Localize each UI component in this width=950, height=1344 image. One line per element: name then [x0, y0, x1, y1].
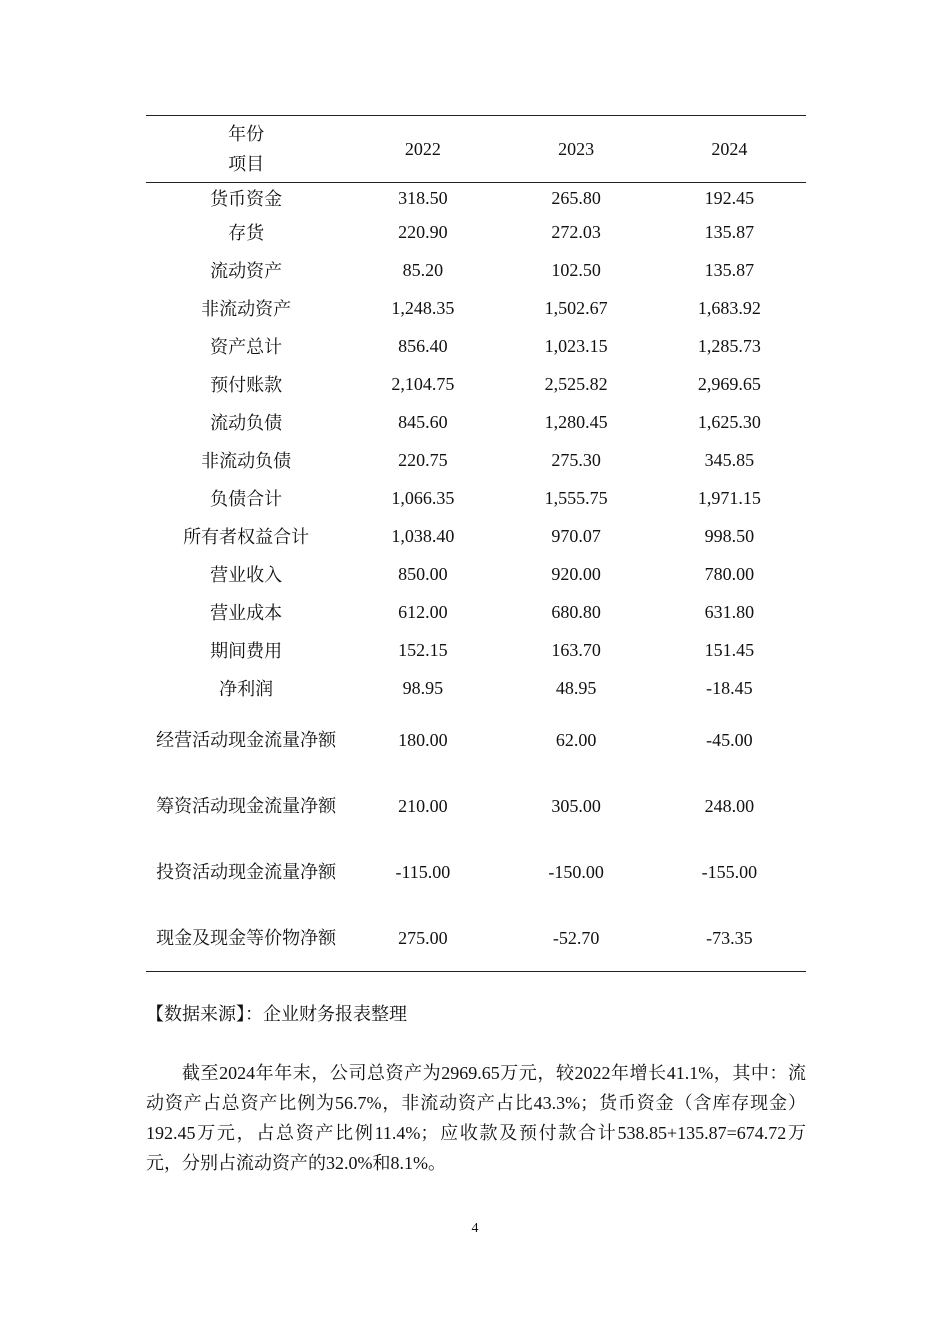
- page-number: 4: [471, 1221, 479, 1236]
- row-item-label: [146, 707, 346, 773]
- row-value-2022: 612.00: [398, 601, 448, 622]
- row-value-2022: -115.00: [395, 862, 451, 882]
- row-item-text: 期间费用: [210, 641, 283, 661]
- row-value-2022: 85.20: [402, 259, 444, 280]
- row-value-2023: 102.50: [551, 259, 601, 280]
- table-row: [146, 479, 806, 517]
- row-item-label: [146, 555, 346, 593]
- table-row: [146, 213, 806, 251]
- row-value-2023: 680.80: [551, 601, 601, 622]
- row-item-text: 非流动负债: [201, 451, 292, 471]
- row-value-2023: -52.70: [552, 928, 600, 948]
- row-item-text: 营业收入: [210, 565, 283, 585]
- financial-table: [146, 115, 806, 972]
- row-value-2022: 180.00: [398, 730, 448, 750]
- table-row: [146, 251, 806, 289]
- row-item-text: 所有者权益合计: [183, 527, 310, 547]
- row-item-text: 流动资产: [210, 261, 283, 281]
- row-value-2023: 265.80: [551, 187, 601, 208]
- row-item-text: 现金及现金等价物净额: [156, 928, 337, 948]
- row-item-text: 营业成本: [210, 603, 283, 623]
- row-item-label: [146, 905, 346, 972]
- table-row: [146, 365, 806, 403]
- row-value-2022: 98.95: [402, 677, 444, 698]
- data-source-note: 【数据来源】：企业财务报表整理: [146, 1004, 407, 1024]
- table-row: [146, 183, 806, 214]
- row-item-text: 流动负债: [210, 413, 283, 433]
- year-header: 2024: [711, 138, 748, 159]
- table-row: [146, 593, 806, 631]
- row-value-2022: 275.00: [398, 928, 448, 948]
- table-row: [146, 905, 806, 972]
- row-value-2022: 318.50: [398, 187, 448, 208]
- row-item-label: [146, 479, 346, 517]
- year-header: 2023: [558, 138, 595, 159]
- corner-year-label: 年份: [228, 124, 265, 144]
- table-header-row: [146, 116, 806, 183]
- row-item-label: [146, 517, 346, 555]
- row-value-2024: -73.35: [706, 928, 753, 948]
- row-value-2024: -18.45: [706, 677, 753, 698]
- row-item-text: 筹资活动现金流量净额: [156, 796, 337, 816]
- row-value-2024: 135.87: [704, 221, 755, 242]
- row-item-label: [146, 773, 346, 839]
- row-value-2023: 305.00: [551, 796, 601, 816]
- row-value-2023: 1,502.67: [544, 297, 608, 318]
- row-value-2023: 970.07: [551, 525, 601, 546]
- row-value-2023: 163.70: [551, 639, 601, 660]
- row-value-2023: 275.30: [551, 449, 601, 470]
- row-item-label: [146, 593, 346, 631]
- row-value-2022: 1,066.35: [391, 487, 455, 508]
- row-value-2023: 1,023.15: [544, 335, 608, 356]
- row-item-label: [146, 213, 346, 251]
- table-row: [146, 327, 806, 365]
- table-row: [146, 773, 806, 839]
- row-item-label: [146, 365, 346, 403]
- row-value-2023: -150.00: [548, 862, 604, 882]
- row-value-2022: 220.75: [398, 449, 448, 470]
- row-value-2024: 631.80: [704, 601, 755, 622]
- row-item-label: [146, 441, 346, 479]
- row-value-2024: 1,285.73: [697, 335, 761, 356]
- row-value-2022: 845.60: [398, 411, 448, 432]
- row-value-2024: 1,971.15: [697, 487, 761, 508]
- row-value-2023: 272.03: [551, 221, 601, 242]
- row-value-2024: 1,683.92: [697, 297, 761, 318]
- row-value-2022: 152.15: [398, 639, 448, 660]
- row-item-text: 预付账款: [210, 375, 283, 395]
- row-item-label: [146, 669, 346, 707]
- row-value-2023: 2,525.82: [544, 373, 608, 394]
- row-value-2024: 780.00: [704, 563, 755, 584]
- row-value-2024: 151.45: [704, 639, 755, 660]
- row-item-text: 资产总计: [210, 337, 283, 357]
- row-value-2023: 1,280.45: [544, 411, 608, 432]
- row-item-label: [146, 183, 346, 214]
- row-item-text: 货币资金: [210, 189, 283, 209]
- row-item-label: [146, 327, 346, 365]
- row-value-2022: 1,248.35: [391, 297, 455, 318]
- row-item-label: [146, 289, 346, 327]
- row-value-2023: 920.00: [551, 563, 601, 584]
- body-paragraph: 截至2024年年末，公司总资产为2969.65万元，较2022年增长41.1%，其中：流动资产占总资产比例为56.7%，非流动资产占比43.3%；货币资金（含库存现金）192.45万元，占总资产比例11.4%；应收款及预付款合计538.85+135.87=674.72万元，分别占流动资产的32.0%和8.1%。: [146, 1063, 806, 1173]
- row-value-2022: 220.90: [398, 221, 448, 242]
- table-row: [146, 555, 806, 593]
- row-item-text: 非流动资产: [201, 299, 292, 319]
- row-item-text: 净利润: [219, 679, 274, 699]
- table-row: [146, 631, 806, 669]
- row-value-2022: 210.00: [398, 796, 448, 816]
- row-value-2023: 1,555.75: [544, 487, 608, 508]
- row-value-2024: -155.00: [701, 862, 758, 882]
- row-value-2024: 998.50: [704, 525, 755, 546]
- row-value-2024: 345.85: [704, 449, 755, 470]
- row-item-text: 存货: [228, 223, 265, 243]
- table-row: [146, 707, 806, 773]
- row-value-2022: 856.40: [398, 335, 448, 356]
- table-row: [146, 669, 806, 707]
- corner-item-label: 项目: [228, 154, 265, 174]
- row-value-2024: 248.00: [704, 796, 755, 816]
- row-value-2023: 48.95: [555, 677, 597, 698]
- header-corner-cell: [146, 116, 346, 183]
- row-item-label: [146, 251, 346, 289]
- table-row: [146, 517, 806, 555]
- row-value-2024: 135.87: [704, 259, 755, 280]
- row-value-2023: 62.00: [555, 730, 597, 750]
- row-value-2024: 2,969.65: [697, 373, 761, 394]
- row-value-2022: 1,038.40: [391, 525, 455, 546]
- table-row: [146, 403, 806, 441]
- table-row: [146, 441, 806, 479]
- table-row: [146, 839, 806, 905]
- table-body: [146, 183, 806, 972]
- row-item-text: 负债合计: [210, 489, 283, 509]
- row-item-label: [146, 403, 346, 441]
- row-item-text: 投资活动现金流量净额: [156, 862, 337, 882]
- row-value-2022: 2,104.75: [391, 373, 455, 394]
- row-value-2024: 1,625.30: [697, 411, 761, 432]
- row-value-2024: -45.00: [706, 730, 753, 750]
- table-row: [146, 289, 806, 327]
- row-item-label: [146, 839, 346, 905]
- row-value-2022: 850.00: [398, 563, 448, 584]
- row-value-2024: 192.45: [704, 187, 755, 208]
- row-item-text: 经营活动现金流量净额: [156, 730, 337, 750]
- year-header: 2022: [404, 138, 441, 159]
- row-item-label: [146, 631, 346, 669]
